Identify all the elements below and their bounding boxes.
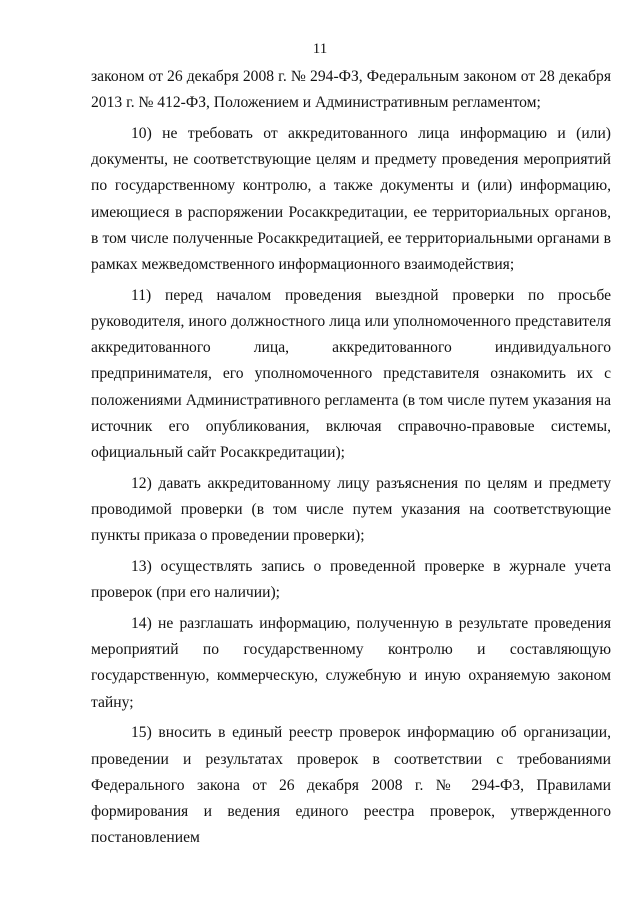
paragraph-item-14: 14) не разглашать информацию, полученную в результате проведения мероприятий по государственному контролю и составляющую государственную, коммерческую, служебную и иную охраняемую законом тайну; — [91, 615, 611, 711]
paragraph-item-12: 12) давать аккредитованному лицу разъяснения по целям и предмету проводимой проверки (в том числе путем указания на соответствующие пункты приказа о проведении проверки); — [91, 474, 611, 545]
paragraph-item-15: 15) вносить в единый реестр проверок информацию об организации, проведении и результатах проверок в соответствии с требованиями Федерального закона от 26 декабря 2008 г. № 294-ФЗ, Правилами формирования и ведения единого реестра проверок, утвержденного постановлением — [91, 724, 611, 847]
paragraph-item-10: 10) не требовать от аккредитованного лица информацию и (или) документы, не соответствующие целям и предмету проведения мероприятий по государственному контролю, а также документы и (или) информацию, имеющиеся в распоряжении Росаккредитации, ее территориальных органов, в том числе полученные Росаккредитацией, ее территориальными органами в рамках межведомственного информационного взаимодействия; — [91, 125, 611, 274]
paragraph-continuation: законом от 26 декабря 2008 г. № 294-ФЗ, Федеральным законом от 28 декабря 2013 г. № 412-ФЗ, Положением и Административным регламентом; — [91, 68, 611, 112]
paragraph-item-11: 11) перед началом проведения выездной проверки по просьбе руководителя, иного должностного лица или уполномоченного представителя аккредитованного лица, аккредитованного индивидуального предпринимателя, его уполномоченного представителя ознакомить их с положениями Административного регламента (в том числе путем указания на источник его опубликования, включая справочно-правовые системы, официальный сайт Росаккредитации); — [91, 286, 611, 462]
page-number: 11 — [312, 41, 328, 57]
paragraph-item-13: 13) осуществлять запись о проведенной проверке в журнале учета проверок (при его наличии); — [91, 558, 611, 602]
document-body — [91, 64, 611, 856]
